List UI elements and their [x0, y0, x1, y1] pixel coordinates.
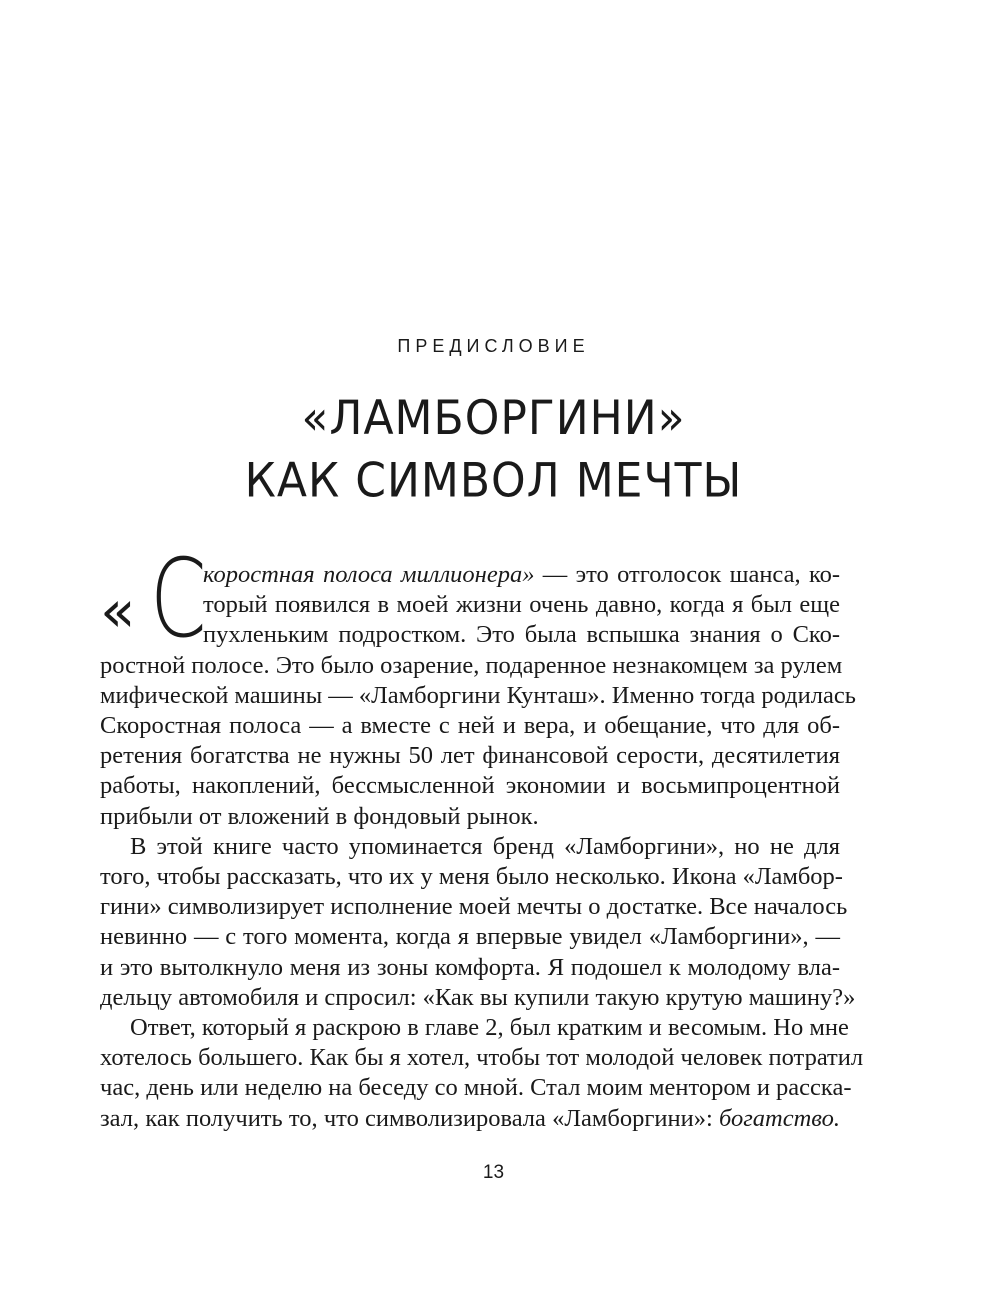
- text-line: [203, 560, 840, 590]
- text-line: гини» символизирует исполнение моей мечты о достатке. Все началось: [100, 893, 848, 921]
- paragraph-1: [100, 560, 856, 832]
- text-line: В этой книге часто упоминается бренд «Ламборгини», но не для: [130, 832, 840, 860]
- italic-phrase: коростная полоса миллионера»: [203, 561, 535, 588]
- chapter-title-line-1: «ЛАМБОРГИНИ»: [301, 390, 686, 446]
- text-line: невинно — с того момента, когда я впервые увидел «Ламборгини», —: [100, 923, 840, 951]
- drop-cap-quote: «: [100, 577, 136, 645]
- text-line: прибыли от вложений в фондовый рынок.: [100, 802, 539, 830]
- page-number: 13: [482, 1162, 505, 1183]
- text-span: — это отголосок шанса, ко-: [534, 561, 841, 588]
- text-line: мифической машины — «Ламборгини Кунташ». Именно тогда родилась: [100, 681, 856, 709]
- text-line: пухленьким подростком. Это была вспышка знания о Ско-: [203, 621, 840, 649]
- drop-cap: [100, 537, 207, 662]
- text-line: ростной полосе. Это было озарение, подаренное незнакомцем за рулем: [100, 651, 843, 679]
- chapter-title-line-2: КАК СИМВОЛ МЕЧТЫ: [244, 453, 743, 509]
- text-line: ретения богатства не нужны 50 лет финансовой серости, десятилетия: [100, 742, 840, 770]
- text-line: того, чтобы рассказать, что их у меня было несколько. Икона «Ламбор-: [100, 863, 843, 891]
- text-line: Ответ, который я раскрою в главе 2, был кратким и весомым. Но мне: [130, 1014, 849, 1042]
- text-span: зал, как получить то, что символизировала «Ламборгини»:: [100, 1104, 719, 1132]
- paragraph-3: [100, 1013, 864, 1134]
- chapter-title: [0, 387, 987, 512]
- text-line: дельцу автомобиля и спросил: «Как вы купили такую крутую машину?»: [100, 983, 856, 1011]
- paragraph-2: [100, 832, 856, 1013]
- text-line: хотелось большего. Как бы я хотел, чтобы тот молодой человек потратил: [100, 1044, 864, 1072]
- text-line: торый появился в моей жизни очень давно, когда я был еще: [203, 591, 840, 619]
- drop-cap-letter: С: [150, 537, 207, 662]
- text-line: работы, накоплений, бессмысленной экономии и восьмипроцентной: [100, 772, 840, 800]
- italic-word: богатство.: [718, 1104, 840, 1132]
- text-line: [100, 1104, 840, 1134]
- text-line: и это вытолкнуло меня из зоны комфорта. Я подошел к молодому вла-: [100, 953, 840, 981]
- text-line: Скоростная полоса — а вместе с ней и вера, и обещание, что для об-: [100, 712, 840, 740]
- chapter-kicker: ПРЕДИСЛОВИЕ: [397, 336, 590, 356]
- text-line: час, день или неделю на беседу со мной. Стал моим ментором и расска-: [100, 1074, 852, 1102]
- body-text: [100, 537, 864, 1134]
